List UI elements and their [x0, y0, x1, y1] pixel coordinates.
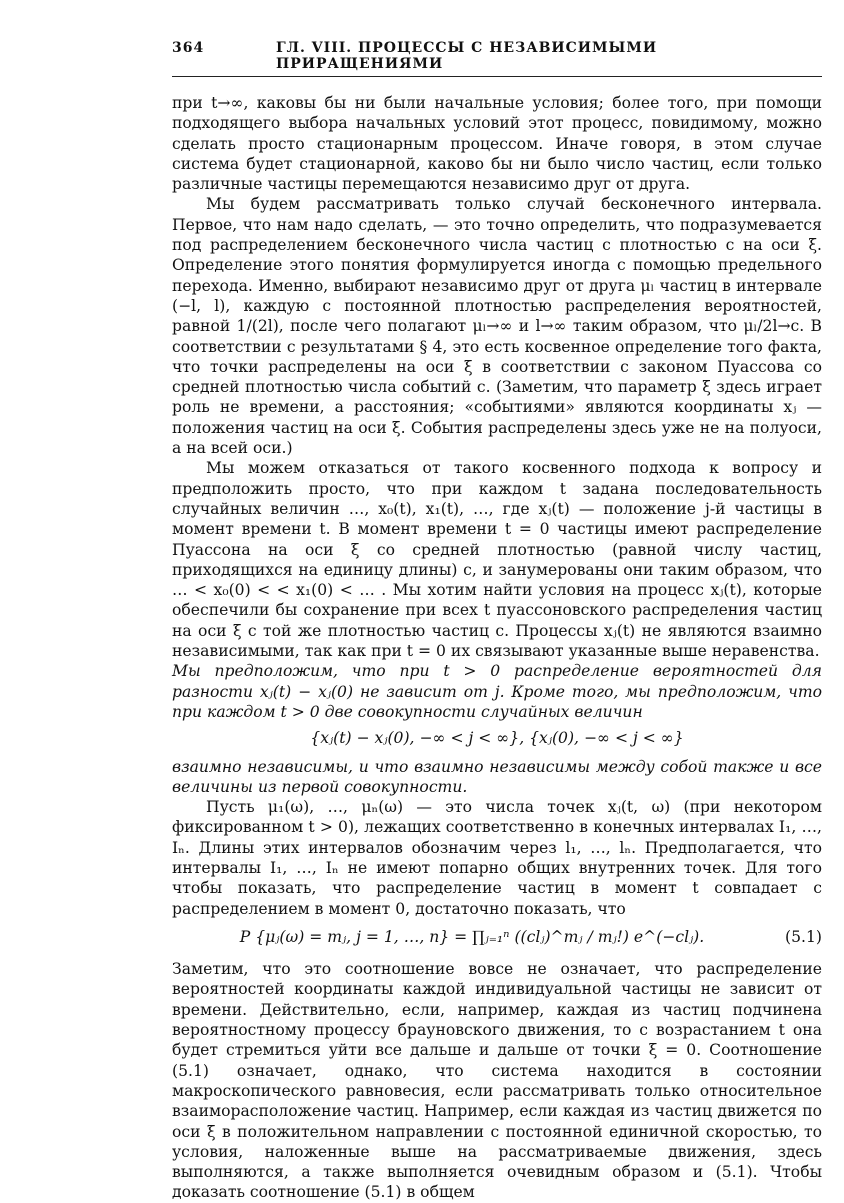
chapter-title: ГЛ. VIII. ПРОЦЕССЫ С НЕЗАВИСИМЫМИ ПРИРАЩЕНИЯМИ	[276, 40, 658, 72]
running-head	[172, 40, 822, 77]
paragraph-1: при t→∞, каковы бы ни были начальные условия; более того, при помощи подходящего выбора начальных условий этот процесс, повидимому, можно сделать просто стационарным процессом. Иначе говоря, в этом случае система будет стационарной, каково бы ни было число частиц, если только различные частицы перемещаются независимо друг от друга.	[172, 94, 822, 194]
formula-5-1-number: (5.1)	[785, 927, 822, 946]
paragraph-3-italic: Мы предположим, что при t > 0 распределение вероятностей для разности xⱼ(t) − xⱼ(0) не зависит от j. Кроме того, мы предположим, что при каждом t > 0 две совокупности случайных величин	[172, 662, 822, 721]
paragraph-4: Пусть μ₁(ω), …, μₙ(ω) — это числа точек xⱼ(t, ω) (при некотором фиксированном t > 0), лежащих соответственно в конечных интервалах I₁, …, Iₙ. Длины этих интервалов обозначим через l₁, …, lₙ. Предполагается, что интервалы I₁, …, Iₙ не имеют попарно общих внутренних точек. Для того чтобы показать, что распределение частиц в момент t совпадает с распределением в момент 0, достаточно показать, что	[172, 798, 822, 918]
formula-5-1-body: P {μⱼ(ω) = mⱼ, j = 1, …, n} = ∏ⱼ₌₁ⁿ ((clⱼ)^mⱼ / mⱼ!) e^(−clⱼ).	[239, 927, 705, 946]
body-text	[172, 93, 822, 1203]
paragraph-2: Мы будем рассматривать только случай бесконечного интервала. Первое, что нам надо сделать, — это точно определить, что подразумевается под распределением бесконечного числа частиц с плотностью c на оси ξ. Определение этого понятия формулируется иногда с помощью предельного перехода. Именно, выбирают независимо друг от друга μₗ частиц в интервале (−l, l), каждую с постоянной плотностью распределения вероятностей, равной 1/(2l), после чего полагают μₗ→∞ и l→∞ таким образом, что μₗ/2l→c. В соответствии с результатами § 4, это есть косвенное определение того факта, что точки распределены на оси ξ в соответствии с законом Пуассова со средней плотностью числа событий c. (Заметим, что параметр ξ здесь играет роль не времени, а расстояния; «событиями» являются координаты xⱼ — положения частиц на оси ξ. События распределены здесь уже не на полуоси, а на всей оси.)	[172, 195, 822, 458]
formula-5-1	[172, 927, 822, 947]
formula-sets: {xⱼ(t) − xⱼ(0), −∞ < j < ∞}, {xⱼ(0), −∞ < j < ∞}	[310, 729, 684, 748]
paragraph-5: Заметим, что это соотношение вовсе не означает, что распределение вероятностей координаты каждой индивидуальной частицы не зависит от времени. Действительно, если, например, каждая из частиц подчинена вероятностному процессу брауновского движения, то с возрастанием t она будет стремиться уйти все дальше и дальше от точки ξ = 0. Соотношение (5.1) означает, однако, что система находится в состоянии макроскопического равновесия, если рассматривать только относительное взаиморасположение частиц. Например, если каждая из частиц движется по оси ξ в положительном направлении с постоянной единичной скоростью, то условия, наложенные выше на рассматриваемые движения, здесь выполняются, а также выполняется очевидным образом и (5.1). Чтобы доказать соотношение (5.1) в общем	[172, 960, 822, 1202]
page-number: 364	[172, 40, 205, 56]
paragraph-3-italic-end: взаимно независимы, и что взаимно независимы между собой также и все величины из первой совокупности.	[172, 757, 822, 796]
paragraph-3: Мы можем отказаться от такого косвенного подхода к вопросу и предположить просто, что при каждом t задана последовательность случайных величин …, x₀(t), x₁(t), …, где xⱼ(t) — положение j-й частицы в момент времени t. В момент времени t = 0 частицы имеют распределение Пуассона на оси ξ со средней плотностью (равной числу частиц, приходящихся на единицу длины) c, и занумерованы они таким образом, что … < x₀(0) < < x₁(0) < … . Мы хотим найти условия на процесс xⱼ(t), которые обеспечили бы сохранение при всех t пуассоновского распределения частиц на оси ξ с той же плотностью частиц c. Процессы xⱼ(t) не являются взаимно независимыми, так как при t = 0 их связывают указанные выше неравенства.	[172, 459, 822, 661]
